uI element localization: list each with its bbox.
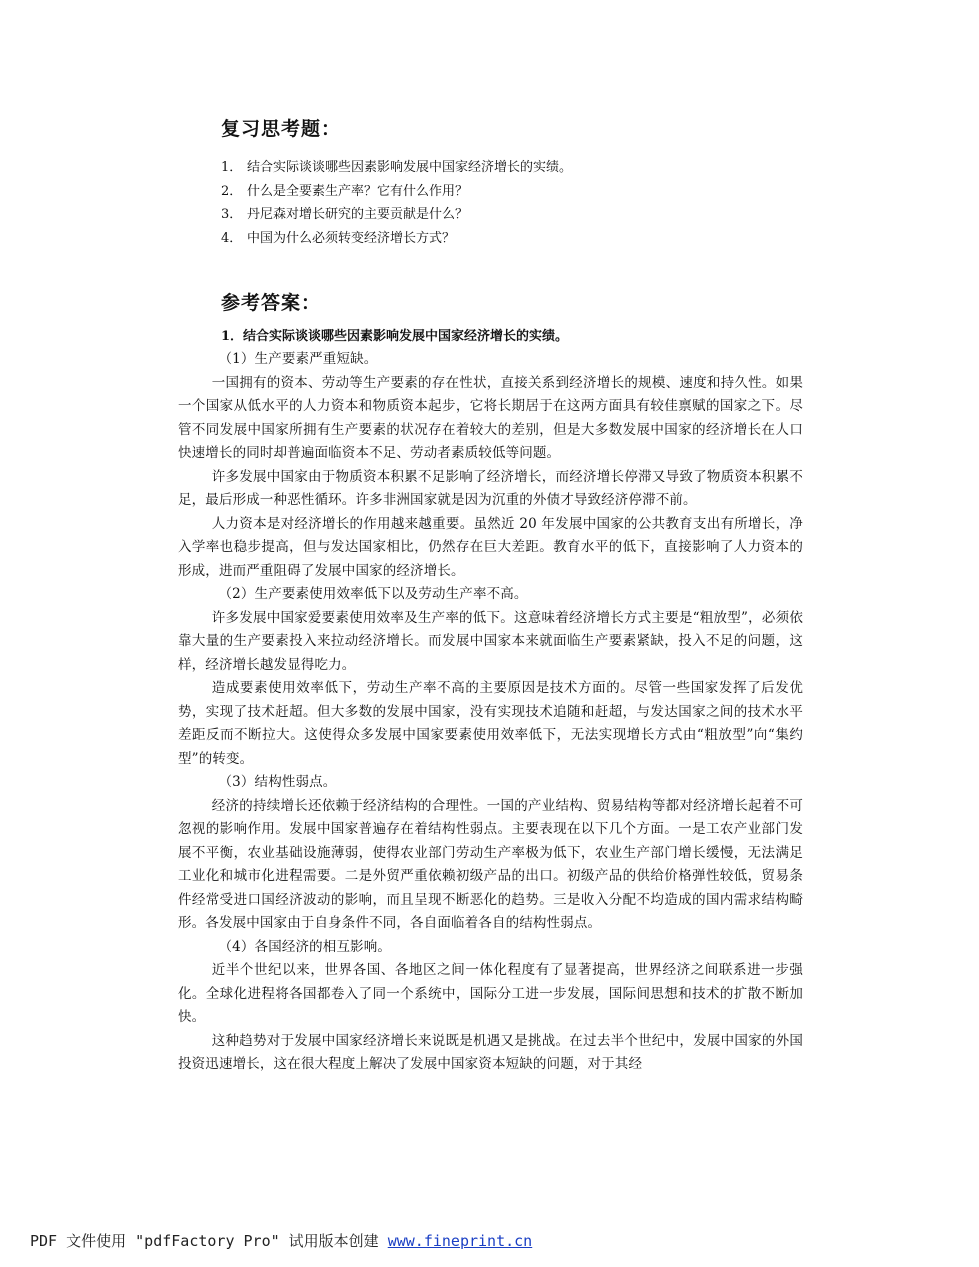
paragraph: 一国拥有的资本、劳动等生产要素的存在性状，直接关系到经济增长的规模、速度和持久性。如果一个国家从低水平的人力资本和物质资本起步，它将长期居于在这两方面具有较佳禀赋的国家之下。尽管不同发展中国家所拥有生产要素的状况存在着较大的差别，但是大多数发展中国家的经济增长在人口快速增长的同时却普遍面临资本不足、劳动者素质较低等问题。 — [178, 374, 803, 461]
list-item: 3． 丹尼森对增长研究的主要贡献是什么？ — [221, 207, 469, 222]
subheading-4: （4）各国经济的相互影响。 — [218, 938, 392, 955]
page-content — [178, 116, 803, 1077]
subheading-2: （2）生产要素使用效率低下以及劳动生产率不高。 — [218, 586, 528, 602]
paragraph: 经济的持续增长还依赖于经济结构的合理性。一国的产业结构、贸易结构等都对经济增长起着不可忽视的影响作用。发展中国家普遍存在着结构性弱点。主要表现在以下几个方面。一是工农产业部门发展不平衡，农业基础设施薄弱，使得农业部门劳动生产率极为低下，农业生产部门增长缓慢，无法满足工业化和城市化进程需要。二是外贸严重依赖初级产品的出口。初级产品的供给价格弹性较低，贸易条件经常受进口国经济波动的影响，而且呈现不断恶化的趋势。三是收入分配不均造成的国内需求结构畸形。各发展中国家由于自身条件不同，各自面临着各自的结构性弱点。 — [178, 797, 803, 931]
list-item: 2． 什么是全要素生产率？它有什么作用？ — [221, 183, 469, 199]
question-list — [221, 156, 803, 250]
pdf-footer — [30, 1230, 532, 1251]
paragraph: 许多发展中国家爱要素使用效率及生产率的低下。这意味着经济增长方式主要是“粗放型”，必须依靠大量的生产要素投入来拉动经济增长。而发展中国家本来就面临生产要素紧缺，投入不足的问题，这样，经济增长越发显得吃力。 — [178, 609, 803, 673]
paragraph: 造成要素使用效率低下，劳动生产率不高的主要原因是技术方面的。尽管一些国家发挥了后发优势，实现了技术赶超。但大多数的发展中国家，没有实现技术追随和赶超，与发达国家之间的技术水平差距反而不断拉大。这使得众多发展中国家要素使用效率低下，无法实现增长方式由“粗放型”向“集约型”的转变。 — [178, 680, 803, 767]
footer-text: PDF 文件使用 "pdfFactory Pro" 试用版本创建 — [30, 1232, 388, 1250]
fineprint-link[interactable]: www.fineprint.cn — [387, 1232, 533, 1250]
list-item: 4． 中国为什么必须转变经济增长方式？ — [221, 230, 456, 246]
paragraph: 这种趋势对于发展中国家经济增长来说既是机遇又是挑战。在过去半个世纪中，发展中国家的外国投资迅速增长，这在很大程度上解决了发展中国家资本短缺的问题，对于其经 — [178, 1032, 803, 1072]
list-item: 1． 结合实际谈谈哪些因素影响发展中国家经济增长的实绩。 — [221, 160, 573, 175]
paragraph: 许多发展中国家由于物质资本积累不足影响了经济增长，而经济增长停滞又导致了物质资本积累不足，最后形成一种恶性循环。许多非洲国家就是因为沉重的外债才导致经济停滞不前。 — [178, 468, 803, 508]
paragraph: 近半个世纪以来，世界各国、各地区之间一体化程度有了显著提高，世界经济之间联系进一步强化。全球化进程将各国都卷入了同一个系统中，国际分工进一步发展，国际间思想和技术的扩散不断加快。 — [178, 962, 803, 1025]
paragraph: 人力资本是对经济增长的作用越来越重要。虽然近 20 年发展中国家的公共教育支出有所增长，净入学率也稳步提高，但与发达国家相比，仍然存在巨大差距。教育水平的低下，直接影响了人力资本的形成，进而严重阻碍了发展中国家的经济增长。 — [178, 515, 803, 579]
subheading-3: （3）结构性弱点。 — [218, 774, 337, 790]
answers-title: 参考答案： — [221, 292, 322, 314]
subheading-1: （1）生产要素严重短缺。 — [218, 351, 378, 367]
answer-question-heading: 1．结合实际谈谈哪些因素影响发展中国家经济增长的实绩。 — [221, 329, 569, 344]
review-title: 复习思考题： — [221, 118, 342, 140]
